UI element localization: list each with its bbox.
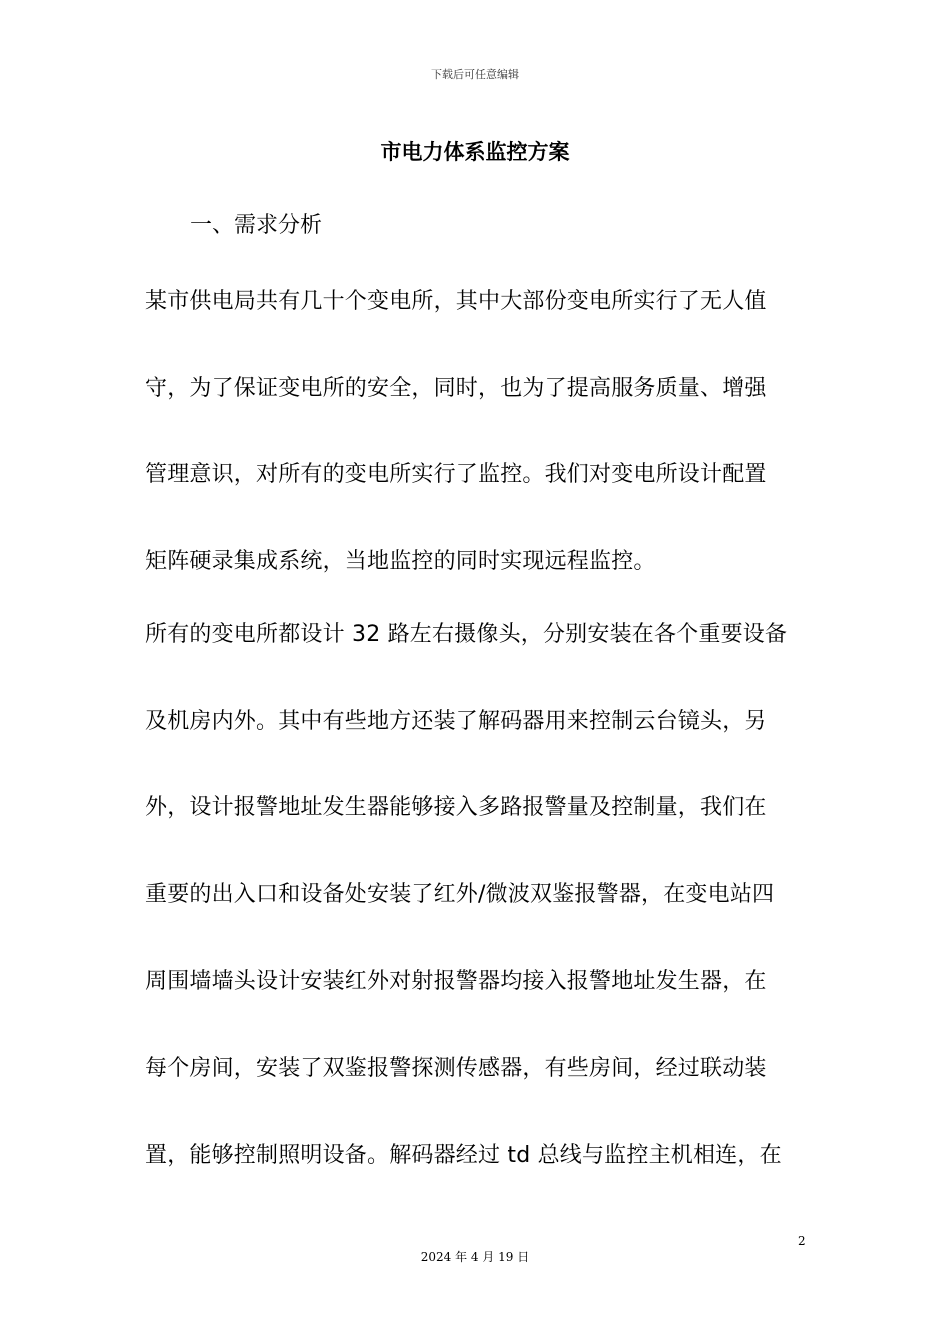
footer-date: 2024 年 4 月 19 日 [420,1250,530,1264]
paragraph-line: 管理意识，对所有的变电所实行了监控。我们对变电所设计配置 [145,462,767,487]
header-note: 下载后可任意编辑 [431,68,519,81]
paragraph-line: 外，设计报警地址发生器能够接入多路报警量及控制量，我们在 [145,795,767,820]
paragraph-line: 所有的变电所都设计 32 路左右摄像头，分别安装在各个重要设备 [145,622,788,647]
document-title: 市电力体系监控方案 [380,140,570,164]
paragraph-line: 矩阵硬录集成系统，当地监控的同时实现远程监控。 [145,549,656,574]
section-heading: 一、需求分析 [190,213,323,238]
paragraph-line: 每个房间，安装了双鉴报警探测传感器，有些房间，经过联动装 [145,1056,767,1081]
paragraph-line: 周围墙墙头设计安装红外对射报警器均接入报警地址发生器，在 [145,969,767,994]
paragraph-line: 守，为了保证变电所的安全，同时，也为了提高服务质量、增强 [145,376,767,401]
page-number: 2 [798,1234,806,1248]
paragraph-line: 某市供电局共有几十个变电所，其中大部份变电所实行了无人值 [145,289,767,314]
paragraph-line: 及机房内外。其中有些地方还装了解码器用来控制云台镜头，另 [145,709,767,734]
paragraph-line: 重要的出入口和设备处安装了红外/微波双鉴报警器，在变电站四 [145,882,775,907]
paragraph-line: 置，能够控制照明设备。解码器经过 td 总线与监控主机相连，在 [145,1143,782,1168]
